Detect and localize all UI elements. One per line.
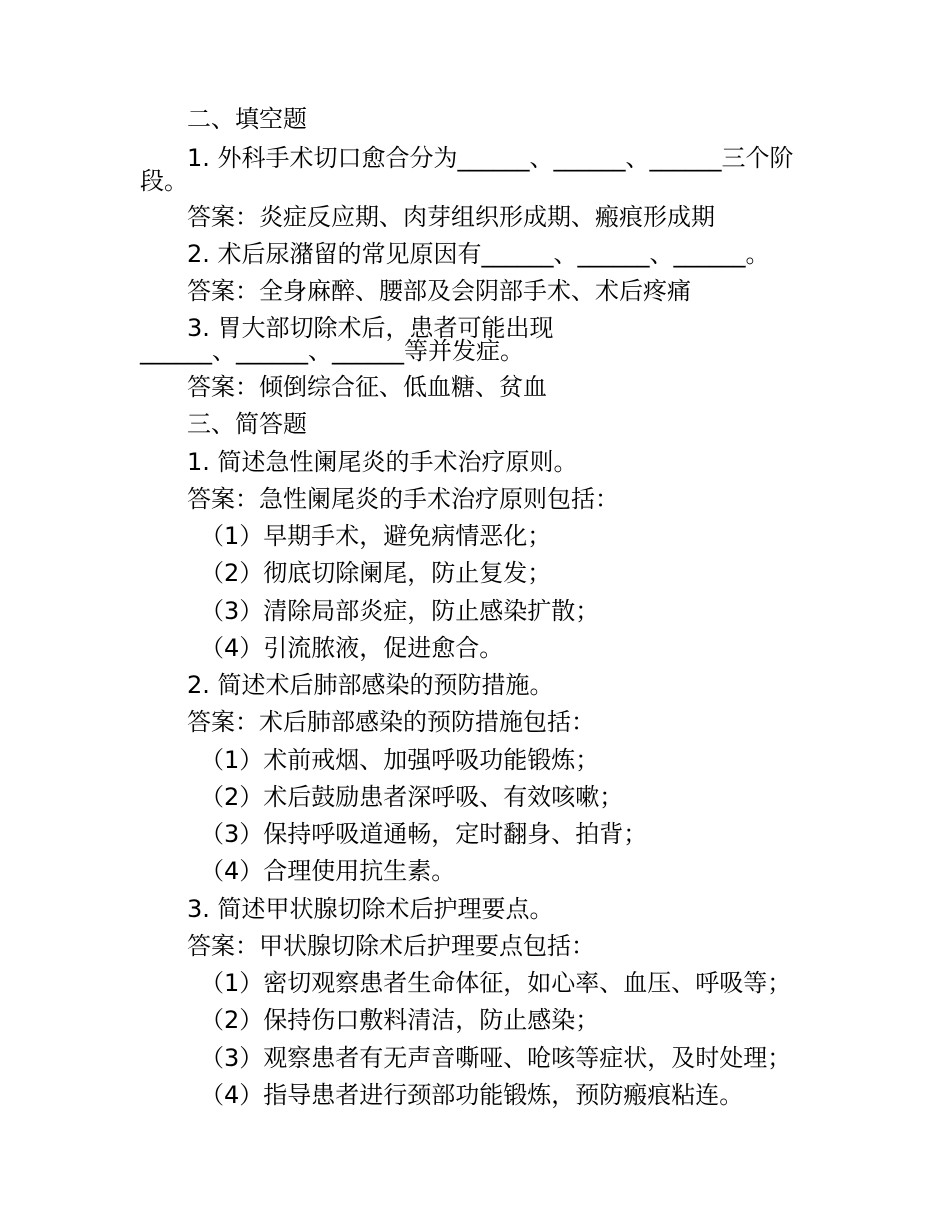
short-answer-3: 答案：甲状腺切除术后护理要点包括： [187,932,595,960]
section-heading-short-answer: 三、简答题 [187,410,307,438]
list-item: （3）保持呼吸道通畅，定时翻身、拍背； [200,820,648,848]
short-answer-2: 答案：术后肺部感染的预防措施包括： [187,708,595,736]
list-item: （4）合理使用抗生素。 [200,857,456,885]
short-question-2: 2. 简述术后肺部感染的预防措施。 [187,671,554,699]
fill-answer-2: 答案：全身麻醉、腰部及会阴部手术、术后疼痛 [187,277,691,305]
list-item: （4）指导患者进行颈部功能锻炼，预防瘢痕粘连。 [200,1081,744,1109]
list-item: （2）保持伤口敷料清洁，防止感染； [200,1006,600,1034]
short-question-3: 3. 简述甲状腺切除术后护理要点。 [187,895,554,923]
list-item: （1）早期手术，避免病情恶化； [200,522,552,550]
fill-question-1: 1. 外科手术切口愈合分为______、______、______三个阶 [187,144,794,172]
list-item: （2）术后鼓励患者深呼吸、有效咳嗽； [200,783,624,811]
list-item: （3）清除局部炎症，防止感染扩散； [200,597,600,625]
list-item: （4）引流脓液，促进愈合。 [200,634,504,662]
section-heading-fill-blank: 二、填空题 [187,105,307,133]
fill-question-3: 3. 胃大部切除术后，患者可能出现 [187,314,554,342]
list-item: （1）密切观察患者生命体征，如心率、血压、呼吸等； [200,969,792,997]
list-item: （2）彻底切除阑尾，防止复发； [200,559,552,587]
short-question-1: 1. 简述急性阑尾炎的手术治疗原则。 [187,448,578,476]
fill-answer-3: 答案：倾倒综合征、低血糖、贫血 [187,373,547,401]
fill-question-2: 2. 术后尿潴留的常见原因有______、______、______。 [187,240,770,268]
list-item: （3）观察患者有无声音嘶哑、呛咳等症状，及时处理； [200,1044,792,1072]
list-item: （1）术前戒烟、加强呼吸功能锻炼； [200,746,600,774]
fill-question-3-continuation: ______、______、______等并发症。 [140,337,524,365]
fill-question-1-continuation: 段。 [140,167,188,195]
fill-answer-1: 答案：炎症反应期、肉芽组织形成期、瘢痕形成期 [187,203,715,231]
short-answer-1: 答案：急性阑尾炎的手术治疗原则包括： [187,485,619,513]
